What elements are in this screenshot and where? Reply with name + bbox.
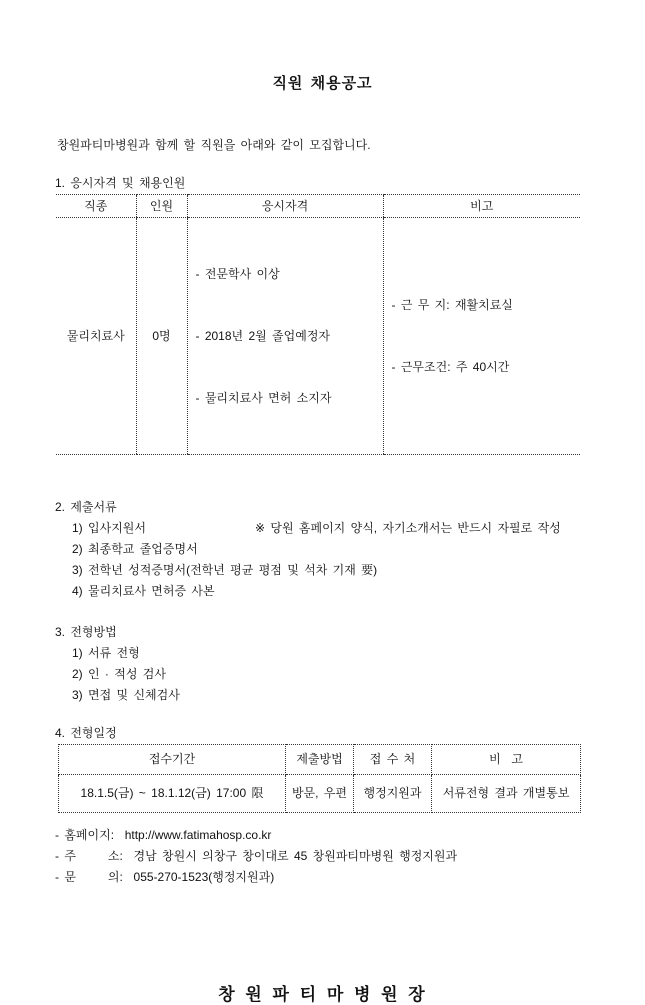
submission-item-2: 2) 최종학교 졸업증명서 <box>72 542 198 556</box>
handwriting-note: ※ 당원 홈페이지 양식, 자기소개서는 반드시 자필로 작성 <box>255 521 561 535</box>
qualification-line: - 2018년 2월 졸업예정자 <box>195 329 331 343</box>
address-line: - 주 소: 경남 창원시 의창구 창이대로 45 창원파티마병원 행정지원과 <box>55 849 458 863</box>
remark-line: - 근 무 지: 재활치료실 <box>391 298 513 312</box>
column-header-qualifications: 응시자격 <box>187 195 383 218</box>
column-header-headcount: 인원 <box>136 195 187 218</box>
schedule-table-row <box>59 775 581 813</box>
submission-method-cell: 방문, 우편 <box>286 775 354 813</box>
column-header-reception-office: 접 수 처 <box>354 745 432 775</box>
schedule-remarks-cell: 서류전형 결과 개별통보 <box>432 775 581 813</box>
column-header-application-period: 접수기간 <box>59 745 286 775</box>
section-3-heading: 3. 전형방법 <box>55 625 117 639</box>
selection-step-3: 3) 면접 및 신체검사 <box>72 688 180 702</box>
qualifications-cell <box>187 218 383 455</box>
homepage-line: - 홈페이지: http://www.fatimahosp.co.kr <box>55 828 272 842</box>
job-type-cell: 물리치료사 <box>56 218 136 455</box>
intro-text: 창원파티마병원과 함께 할 직원을 아래와 같이 모집합니다. <box>57 138 371 152</box>
document-page <box>0 73 645 1004</box>
column-header-schedule-remarks: 비 고 <box>432 745 581 775</box>
remark-line: - 근무조건: 주 40시간 <box>391 360 510 374</box>
submission-item-3: 3) 전학년 성적증명서(전학년 평균 평점 및 석차 기재 要) <box>72 563 378 577</box>
signature-title: 창 원 파 티 마 병 원 장 <box>218 985 427 1004</box>
qualification-line: - 물리치료사 면허 소지자 <box>195 391 332 405</box>
reception-office-cell: 행정지원과 <box>354 775 432 813</box>
page-title: 직원 채용공고 <box>272 75 373 92</box>
contact-info <box>55 825 645 888</box>
schedule-table <box>58 744 581 813</box>
submission-item-1: 1) 입사지원서 <box>72 521 146 535</box>
remarks-cell <box>383 218 580 455</box>
section-4-heading: 4. 전형일정 <box>55 726 117 740</box>
application-period-cell: 18.1.5(금) ~ 18.1.12(금) 17:00 限 <box>59 775 286 813</box>
schedule-table-header-row <box>59 745 581 775</box>
qualification-line: - 전문학사 이상 <box>195 267 280 281</box>
document-list-item <box>72 518 645 539</box>
column-header-remarks: 비고 <box>383 195 580 218</box>
selection-step-2: 2) 인 · 적성 검사 <box>72 667 166 681</box>
column-header-submission-method: 제출방법 <box>286 745 354 775</box>
headcount-cell: 0명 <box>136 218 187 455</box>
inquiry-line: - 문 의: 055-270-1523(행정지원과) <box>55 870 275 884</box>
qualification-table-header-row <box>56 195 580 218</box>
qualification-table-row <box>56 218 580 455</box>
section-2-heading: 2. 제출서류 <box>55 500 117 514</box>
section-1-heading: 1. 응시자격 및 채용인원 <box>55 176 186 190</box>
submission-item-4: 4) 물리치료사 면허증 사본 <box>72 584 215 598</box>
column-header-job-type: 직종 <box>56 195 136 218</box>
selection-step-1: 1) 서류 전형 <box>72 646 140 660</box>
qualification-table <box>56 194 580 455</box>
